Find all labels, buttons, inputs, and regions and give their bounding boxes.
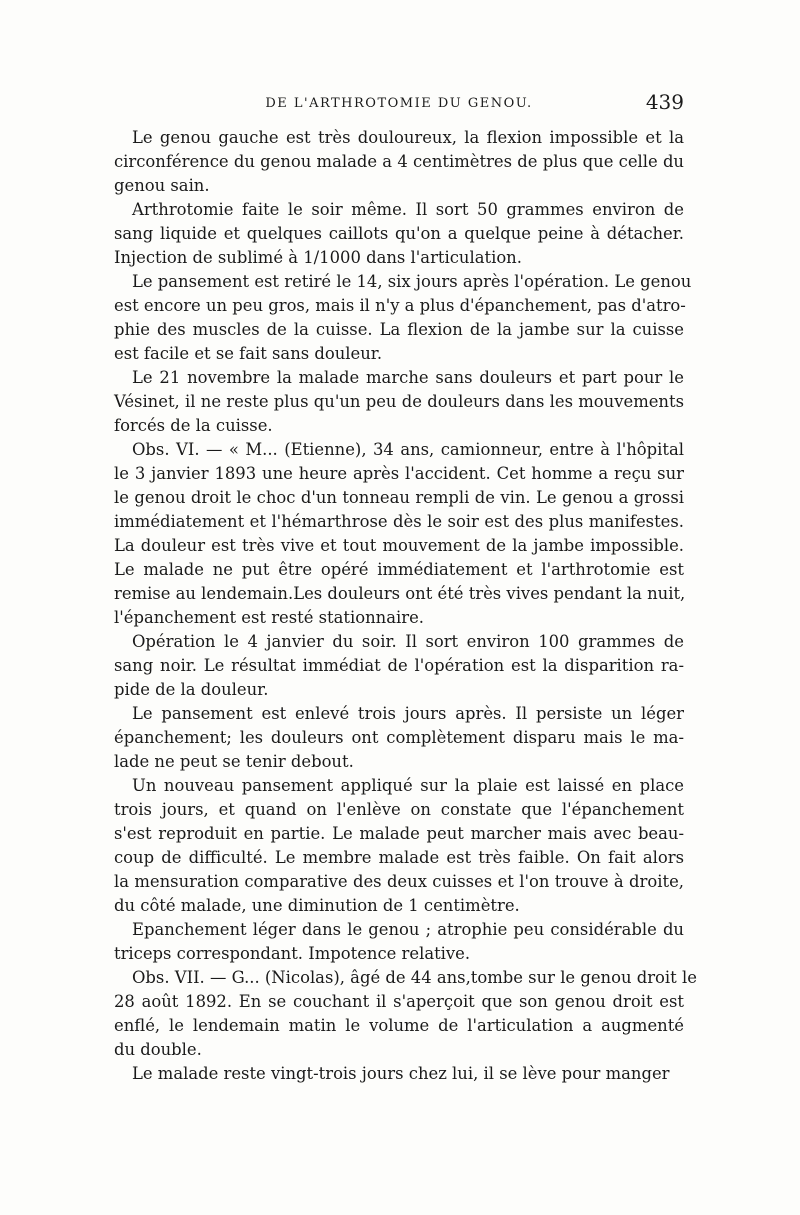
paragraph [114, 438, 684, 630]
text-line: sang noir. Le résultat immédiat de l'opération est la disparition ra- [114, 656, 684, 675]
text-line: Vésinet, il ne reste plus qu'un peu de douleurs dans les mouvements [114, 392, 684, 411]
paragraph [114, 126, 684, 198]
running-head [114, 90, 684, 120]
paragraph [114, 1062, 684, 1086]
text-line: Epanchement léger dans le genou ; atrophie peu considérable du [132, 920, 684, 939]
text-line: Le 21 novembre la malade marche sans douleurs et part pour le [132, 368, 684, 387]
text-line: s'est reproduit en partie. Le malade peut marcher mais avec beau- [114, 824, 684, 843]
paragraph [114, 918, 684, 966]
text-line: phie des muscles de la cuisse. La flexion de la jambe sur la cuisse [114, 320, 684, 339]
paragraph [114, 966, 697, 1062]
paragraph [114, 630, 684, 702]
text-line: coup de difficulté. Le membre malade est très faible. On fait alors [114, 848, 684, 867]
text-line: Opération le 4 janvier du soir. Il sort environ 100 grammes de [132, 632, 684, 651]
page-number: 439 [645, 90, 684, 114]
text-line: pide de la douleur. [114, 680, 269, 699]
text-line: trois jours, et quand on l'enlève on constate que l'épanchement [114, 800, 684, 819]
text-line: Injection de sublimé à 1/1000 dans l'articulation. [114, 248, 522, 267]
paragraph [114, 270, 692, 366]
text-line: le genou droit le choc d'un tonneau rempli de vin. Le genou a grossi [114, 488, 684, 507]
text-line: du côté malade, une diminution de 1 centimètre. [114, 896, 520, 915]
text-line: sang liquide et quelques caillots qu'on a quelque peine à détacher. [114, 224, 684, 243]
paragraph [114, 774, 684, 918]
running-title: DE L'ARTHROTOMIE DU GENOU. [265, 96, 533, 111]
text-line: circonférence du genou malade a 4 centimètres de plus que celle du [114, 152, 684, 171]
text-line: Un nouveau pansement appliqué sur la plaie est laissé en place [132, 776, 684, 795]
text-line: triceps correspondant. Impotence relative. [114, 944, 471, 963]
text-line: Obs. VI. — « M... (Etienne), 34 ans, camionneur, entre à l'hôpital [132, 440, 684, 459]
text-line: l'épanchement est resté stationnaire. [114, 608, 424, 627]
paragraph [114, 198, 684, 270]
text-line: 28 août 1892. En se couchant il s'aperçoit que son genou droit est [114, 992, 684, 1011]
text-line: Le malade ne put être opéré immédiatement et l'arthrotomie est [114, 560, 684, 579]
text-line: genou sain. [114, 176, 210, 195]
text-line: Arthrotomie faite le soir même. Il sort 50 grammes environ de [132, 200, 684, 219]
text-line: Obs. VII. — G... (Nicolas), âgé de 44 ans,tombe sur le genou droit le [132, 968, 697, 987]
text-line: épanchement; les douleurs ont complètement disparu mais le ma- [114, 728, 684, 747]
text-line: du double. [114, 1040, 202, 1059]
paragraph [114, 702, 684, 774]
text-line: immédiatement et l'hémarthrose dès le soir est des plus manifestes. [114, 512, 684, 531]
text-line: lade ne peut se tenir debout. [114, 752, 354, 771]
text-line: Le malade reste vingt-trois jours chez lui, il se lève pour manger [132, 1064, 670, 1083]
text-line: est encore un peu gros, mais il n'y a plus d'épanchement, pas d'atro- [114, 296, 686, 315]
text-line: la mensuration comparative des deux cuisses et l'on trouve à droite, [114, 872, 684, 891]
text-line: forcés de la cuisse. [114, 416, 273, 435]
body-text [114, 126, 697, 1086]
text-line: Le genou gauche est très douloureux, la flexion impossible et la [132, 128, 684, 147]
text-line: enflé, le lendemain matin le volume de l'articulation a augmenté [114, 1016, 684, 1035]
text-line: remise au lendemain.Les douleurs ont été très vives pendant la nuit, [114, 584, 686, 603]
text-line: La douleur est très vive et tout mouvement de la jambe impossible. [114, 536, 684, 555]
text-line: le 3 janvier 1893 une heure après l'accident. Cet homme a reçu sur [114, 464, 684, 483]
text-line: est facile et se fait sans douleur. [114, 344, 383, 363]
text-line: Le pansement est retiré le 14, six jours après l'opération. Le genou [132, 272, 692, 291]
text-line: Le pansement est enlevé trois jours après. Il persiste un léger [132, 704, 684, 723]
paragraph [114, 366, 684, 438]
